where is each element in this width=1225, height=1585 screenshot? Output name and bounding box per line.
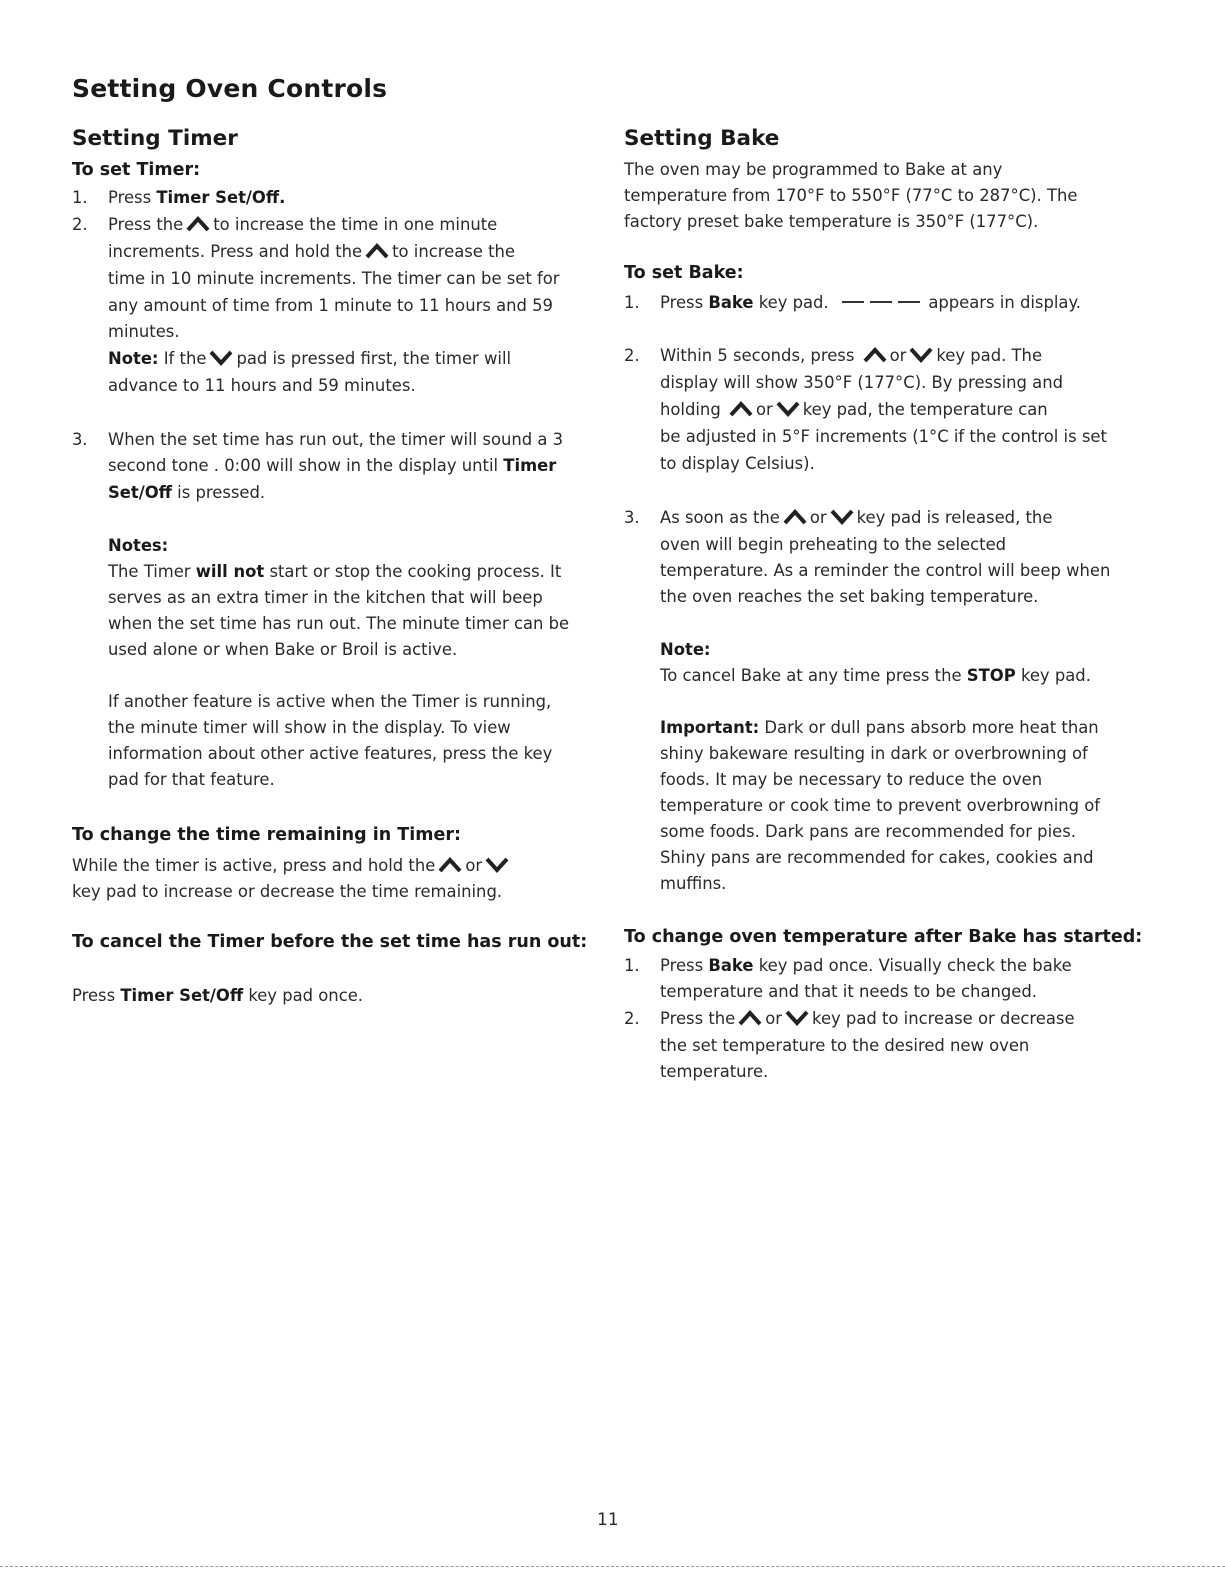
page-title: Setting Oven Controls <box>72 74 388 103</box>
step-number: 3. <box>72 430 88 449</box>
bake-heading: Setting Bake <box>624 126 780 151</box>
change-timer-heading: To change the time remaining in Timer: <box>72 825 461 845</box>
bake-intro-line: The oven may be programmed to Bake at any <box>624 160 1003 179</box>
page-number: 11 <box>597 1510 619 1530</box>
timer-notes-line: serves as an extra timer in the kitchen that will beep <box>108 588 543 607</box>
up-arrow-icon <box>186 216 210 232</box>
bake-step2-line: be adjusted in 5°F increments (1°C if the control is set <box>660 427 1107 446</box>
change-timer-line: key pad to increase or decrease the time remaining. <box>72 882 503 901</box>
timer-step2-line: minutes. <box>108 322 180 341</box>
step-number: 2. <box>624 346 640 365</box>
down-arrow-icon <box>909 347 933 363</box>
important-line: Shiny pans are recommended for cakes, cookies and <box>660 848 1094 867</box>
page-bottom-rule <box>0 1566 1225 1567</box>
timer-step2-line: increments. Press and hold the to increase the <box>108 242 515 261</box>
timer-step2-line: Press the to increase the time in one minute <box>108 215 498 234</box>
change-temp-heading: To change oven temperature after Bake has started: <box>624 927 1143 947</box>
cancel-timer-heading: To cancel the Timer before the set time has run out: <box>72 932 588 952</box>
timer-notes-line: pad for that feature. <box>108 770 275 789</box>
bake-step2-line: display will show 350°F (177°C). By pressing and <box>660 373 1064 392</box>
bake-step2-line: Within 5 seconds, press or key pad. The <box>660 346 1043 365</box>
step-number: 1. <box>72 188 88 207</box>
up-arrow-icon <box>438 857 462 873</box>
timer-notes-line: used alone or when Bake or Broil is active. <box>108 640 458 659</box>
up-arrow-icon <box>783 509 807 525</box>
display-dash <box>870 301 892 303</box>
down-arrow-icon <box>830 509 854 525</box>
change-temp-line: Press the or key pad to increase or decrease <box>660 1009 1075 1028</box>
step-number: 2. <box>72 215 88 234</box>
bake-note-label: Note: <box>660 640 711 659</box>
change-temp-line: temperature and that it needs to be changed. <box>660 982 1037 1001</box>
important-line: Important: Dark or dull pans absorb more heat than <box>660 718 1099 737</box>
bake-intro-line: temperature from 170°F to 550°F (77°C to 287°C). The <box>624 186 1078 205</box>
important-line: shiny bakeware resulting in dark or overbrowning of <box>660 744 1088 763</box>
timer-step2-note: Note: If the pad is pressed first, the timer will <box>108 349 512 368</box>
bake-intro-line: factory preset bake temperature is 350°F (177°C). <box>624 212 1039 231</box>
up-arrow-icon <box>863 347 887 363</box>
timer-notes-line: the minute timer will show in the display. To view <box>108 718 511 737</box>
timer-step3-line: second tone . 0:00 will show in the display until Timer <box>108 456 557 475</box>
step-number: 2. <box>624 1009 640 1028</box>
timer-step3-line: When the set time has run out, the timer will sound a 3 <box>108 430 564 449</box>
important-line: temperature or cook time to prevent overbrowning of <box>660 796 1101 815</box>
bake-step1: Press Bake key pad. appears in display. <box>660 293 1082 312</box>
timer-notes-line: when the set time has run out. The minute timer can be <box>108 614 570 633</box>
bake-step2-line: holding or key pad, the temperature can <box>660 400 1048 419</box>
important-line: muffins. <box>660 874 727 893</box>
up-arrow-icon <box>365 243 389 259</box>
important-line: foods. It may be necessary to reduce the oven <box>660 770 1043 789</box>
timer-step1: Press Timer Set/Off. <box>108 188 286 207</box>
timer-step2-line: time in 10 minute increments. The timer can be set for <box>108 269 560 288</box>
timer-notes-line: information about other active features, press the key <box>108 744 553 763</box>
bake-step3-line: temperature. As a reminder the control will beep when <box>660 561 1111 580</box>
step-number: 1. <box>624 956 640 975</box>
step-number: 1. <box>624 293 640 312</box>
timer-notes-line: If another feature is active when the Timer is running, <box>108 692 552 711</box>
change-temp-line: Press Bake key pad once. Visually check the bake <box>660 956 1072 975</box>
timer-step2-note: advance to 11 hours and 59 minutes. <box>108 376 416 395</box>
important-line: some foods. Dark pans are recommended for pies. <box>660 822 1076 841</box>
timer-notes-label: Notes: <box>108 536 169 555</box>
bake-step3-line: oven will begin preheating to the selected <box>660 535 1007 554</box>
timer-notes-line: The Timer will not start or stop the cooking process. It <box>108 562 562 581</box>
down-arrow-icon <box>485 857 509 873</box>
change-timer-line: While the timer is active, press and hold the or <box>72 853 512 879</box>
display-dash <box>842 301 864 303</box>
up-arrow-icon <box>729 401 753 417</box>
to-set-bake-heading: To set Bake: <box>624 263 744 283</box>
bake-note-line: To cancel Bake at any time press the STOP key pad. <box>660 666 1091 685</box>
bake-step2-line: to display Celsius). <box>660 454 815 473</box>
timer-step3-line: Set/Off is pressed. <box>108 483 266 502</box>
step-number: 3. <box>624 508 640 527</box>
timer-step2-line: any amount of time from 1 minute to 11 hours and 59 <box>108 296 553 315</box>
up-arrow-icon <box>738 1010 762 1026</box>
display-dash <box>898 301 920 303</box>
bake-step3-line: As soon as the or key pad is released, the <box>660 508 1053 527</box>
change-temp-line: temperature. <box>660 1062 769 1081</box>
change-temp-line: the set temperature to the desired new oven <box>660 1036 1030 1055</box>
to-set-timer-heading: To set Timer: <box>72 160 201 180</box>
down-arrow-icon <box>209 350 233 366</box>
timer-heading: Setting Timer <box>72 126 238 151</box>
bake-step3-line: the oven reaches the set baking temperature. <box>660 587 1039 606</box>
down-arrow-icon <box>776 401 800 417</box>
cancel-timer-line: Press Timer Set/Off key pad once. <box>72 986 364 1005</box>
down-arrow-icon <box>785 1010 809 1026</box>
